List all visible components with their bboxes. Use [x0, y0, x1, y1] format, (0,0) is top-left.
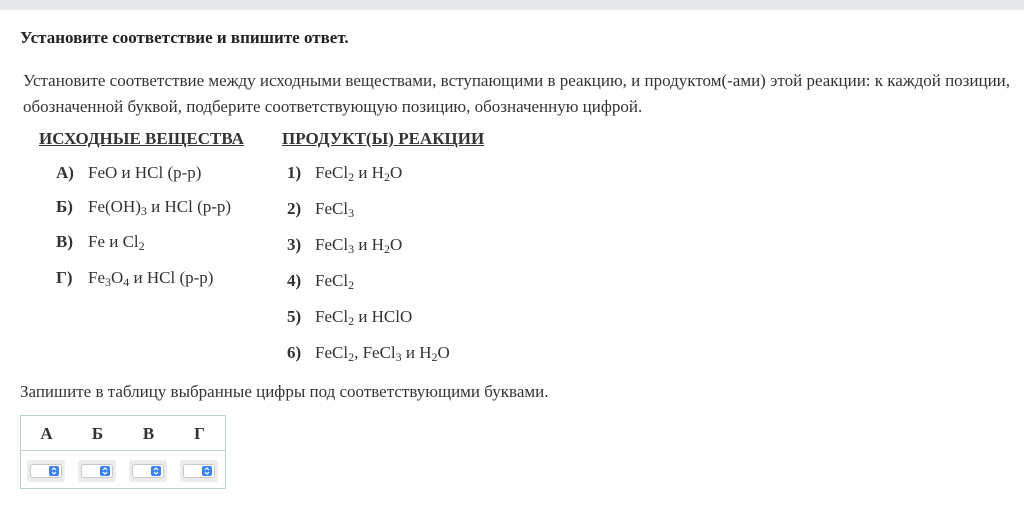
task-title: Установите соответствие и впишите ответ. — [20, 28, 349, 47]
left-item-g — [56, 268, 213, 288]
answer-label-a: А — [40, 424, 53, 443]
item-formula: $Fe(OH)_3$ и HCl (р-р) — [88, 197, 232, 218]
item-key: 1) — [287, 163, 302, 182]
right-item-1 — [287, 163, 402, 183]
item-formula: FeCl$_2$ — [315, 271, 355, 292]
answer-select-a[interactable] — [27, 460, 65, 482]
left-item-a — [56, 163, 201, 183]
item-formula: Fe и $Cl_2$ — [88, 232, 145, 253]
chevron-updown-icon — [202, 466, 212, 476]
item-formula: FeO и HCl (р-р) — [88, 163, 202, 182]
answer-select-v[interactable] — [129, 460, 167, 482]
item-formula: FeCl$_2$, FeCl$_3$ и $H_2O$ — [315, 343, 450, 364]
chevron-updown-icon — [49, 466, 59, 476]
right-item-4 — [287, 271, 354, 291]
table-divider — [21, 450, 225, 451]
left-item-b — [56, 197, 231, 217]
task-instruction: Установите соответствие между исходными веществами, вступающими в реакцию, и продуктом(-ами) этой реакции: к каждой позиции, обозначенной буквой, подберите соответствующую позицию, обозначенную цифрой. — [23, 71, 1011, 116]
select-box[interactable] — [183, 464, 215, 478]
select-box[interactable] — [81, 464, 113, 478]
answer-note: Запишите в таблицу выбранные цифры под соответствующими буквами. — [20, 382, 549, 401]
item-formula: FeCl$_2$ и HClO — [315, 307, 413, 328]
item-key: А) — [56, 163, 74, 182]
item-formula: FeCl$_2$ и $H_2O$ — [315, 163, 403, 184]
answer-table — [20, 415, 226, 489]
right-item-3 — [287, 235, 402, 255]
item-key: 4) — [287, 271, 302, 290]
left-column-header: ИСХОДНЫЕ ВЕЩЕСТВА — [39, 129, 244, 148]
item-key: 6) — [287, 343, 302, 362]
item-formula: FeCl$_3$ и $H_2O$ — [315, 235, 403, 256]
chevron-updown-icon — [151, 466, 161, 476]
item-formula: $Fe_3O_4$ и HCl (р-р) — [88, 268, 214, 289]
item-key: 5) — [287, 307, 302, 326]
item-key: Б) — [56, 197, 73, 216]
answer-select-b[interactable] — [78, 460, 116, 482]
top-bar — [0, 0, 1024, 10]
answer-label-g: Г — [194, 424, 205, 443]
answer-label-b: Б — [91, 424, 104, 443]
select-box[interactable] — [30, 464, 62, 478]
item-key: Г) — [56, 268, 73, 287]
answer-select-g[interactable] — [180, 460, 218, 482]
answer-label-v: В — [142, 424, 155, 443]
right-item-5 — [287, 307, 412, 327]
item-formula: FeCl$_3$ — [315, 199, 355, 220]
item-key: 2) — [287, 199, 302, 218]
item-key: В) — [56, 232, 73, 251]
left-item-v — [56, 232, 145, 252]
right-item-2 — [287, 199, 354, 219]
chevron-updown-icon — [100, 466, 110, 476]
item-key: 3) — [287, 235, 302, 254]
select-box[interactable] — [132, 464, 164, 478]
right-column-header: ПРОДУКТ(Ы) РЕАКЦИИ — [282, 129, 485, 148]
right-item-6 — [287, 343, 450, 363]
